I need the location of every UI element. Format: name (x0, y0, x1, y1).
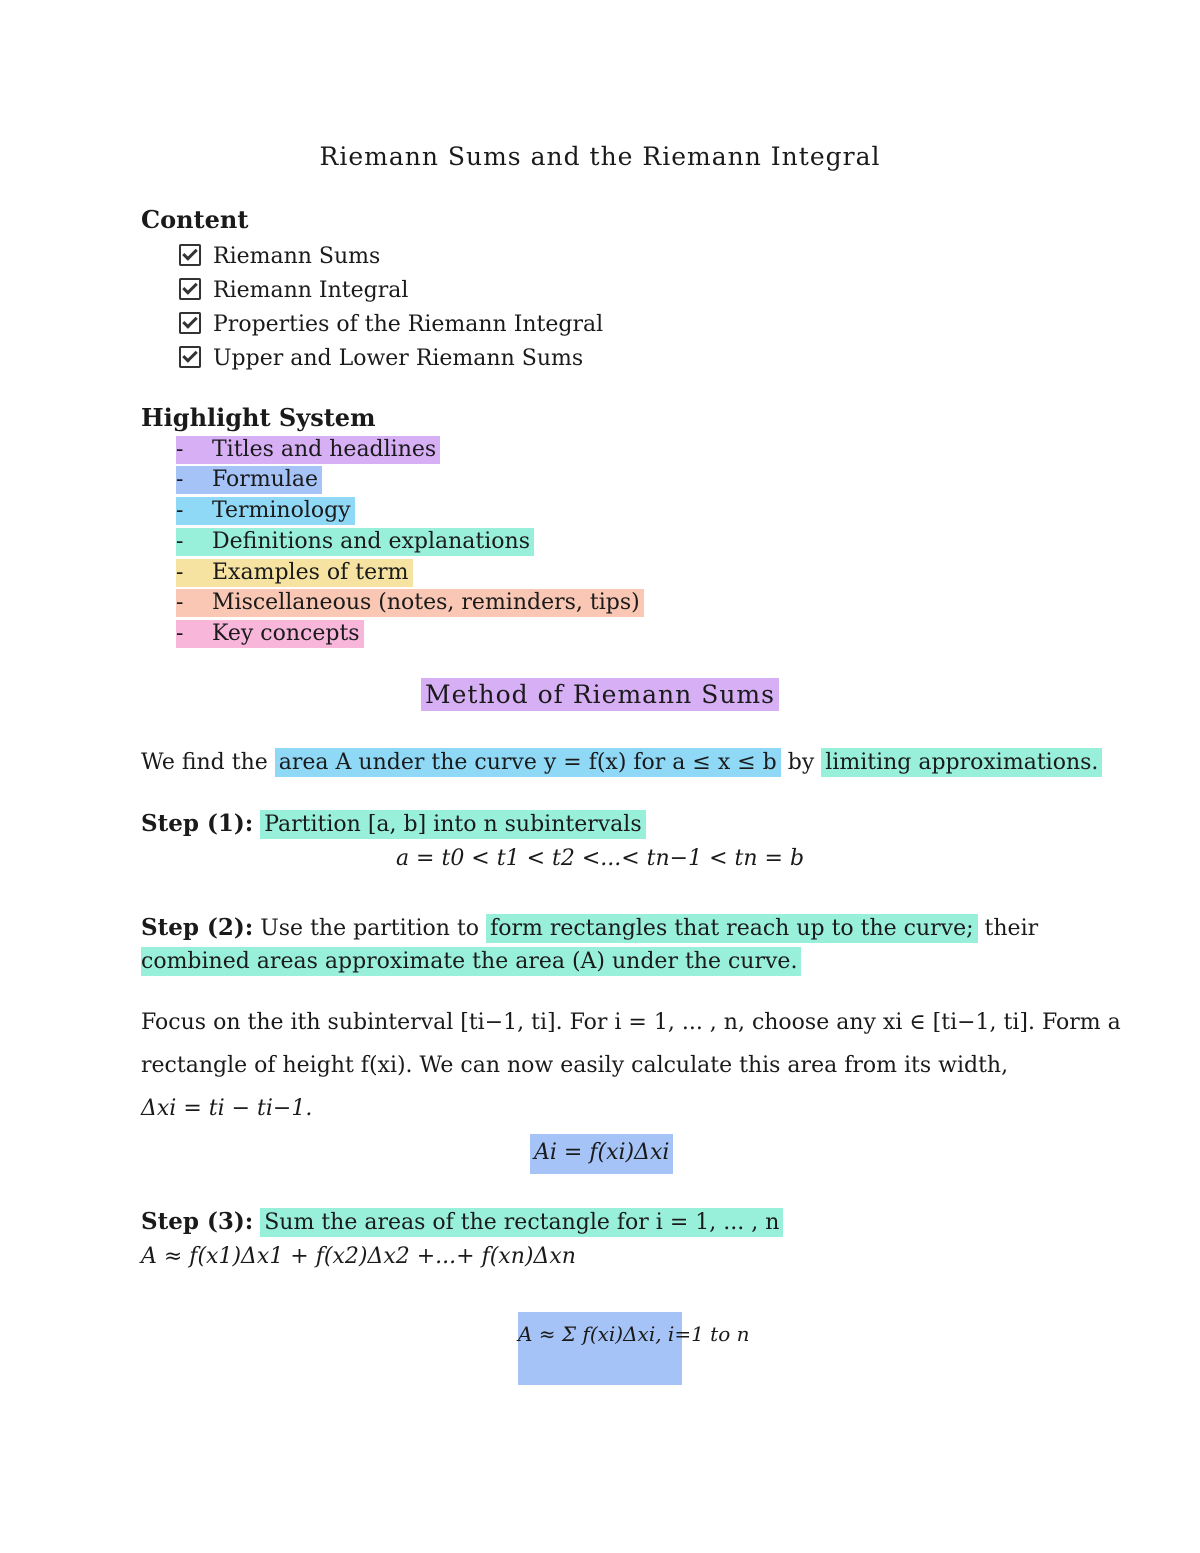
step2-definition-part1: form rectangles that reach up to the curve; (486, 914, 977, 943)
step2-definition-part2: combined areas approximate the area (A) under the curve. (141, 947, 801, 976)
legend-item-formulae: - Formulae (176, 466, 322, 494)
legend-item-examples: - Examples of term (176, 559, 413, 587)
highlight-heading: Highlight System (141, 403, 376, 432)
step3-line: Step (3): Sum the areas of the rectangle for i = 1, ... , n (141, 1208, 783, 1237)
checkbox-checked-icon (179, 278, 201, 300)
legend-item-key-concepts: - Key concepts (176, 620, 364, 648)
focus-line1: Focus on the ith subinterval [ti−1, ti]. For i = 1, ... , n, choose any xi ∈ [ti−1, ti]. Form a (141, 1010, 1121, 1035)
rectangle-area-formula: Ai = f(xi)Δxi (530, 1134, 673, 1174)
step3-definition: Sum the areas of the rectangle for i = 1, ... , n (260, 1208, 783, 1237)
content-item: Properties of the Riemann Integral (179, 309, 603, 337)
step2-line2 (141, 947, 801, 976)
riemann-sum-formula: A ≈ Σ f(xi)Δxi, i=1 to n (518, 1312, 682, 1385)
sum-expansion-formula: A ≈ f(x1)Δx1 + f(x2)Δx2 +...+ f(xn)Δxn (141, 1244, 576, 1269)
legend-item-misc: - Miscellaneous (notes, reminders, tips) (176, 589, 644, 617)
partition-formula: a = t0 < t1 < t2 <...< tn−1 < tn = b (395, 846, 805, 871)
step1-line: Step (1): Partition [a, b] into n subintervals (141, 810, 646, 839)
legend-item-terminology: - Terminology (176, 497, 355, 525)
def-limiting-approximations: limiting approximations. (821, 748, 1102, 777)
content-heading: Content (141, 205, 249, 234)
width-formula: Δxi = ti − ti−1. (141, 1096, 313, 1121)
checkbox-checked-icon (179, 244, 201, 266)
legend-item-definitions: - Definitions and explanations (176, 528, 534, 556)
focus-line2: rectangle of height f(xi). We can now easily calculate this area from its width, (141, 1053, 1009, 1078)
step1-definition: Partition [a, b] into n subintervals (260, 810, 645, 839)
step2-line1: Step (2): Use the partition to form rectangles that reach up to the curve; their (141, 914, 1039, 941)
section-title: Method of Riemann Sums (0, 680, 1200, 709)
content-item: Riemann Integral (179, 275, 408, 303)
content-item: Riemann Sums (179, 241, 380, 269)
content-item: Upper and Lower Riemann Sums (179, 343, 583, 371)
document-title: Riemann Sums and the Riemann Integral (319, 142, 881, 171)
legend-item-titles: - Titles and headlines (176, 436, 440, 464)
term-area-under-curve: area A under the curve y = f(x) for a ≤ x ≤ b (275, 748, 781, 777)
intro-line: We find the area A under the curve y = f(x) for a ≤ x ≤ b by limiting approximations. (141, 748, 1102, 777)
checkbox-checked-icon (179, 312, 201, 334)
checkbox-checked-icon (179, 346, 201, 368)
